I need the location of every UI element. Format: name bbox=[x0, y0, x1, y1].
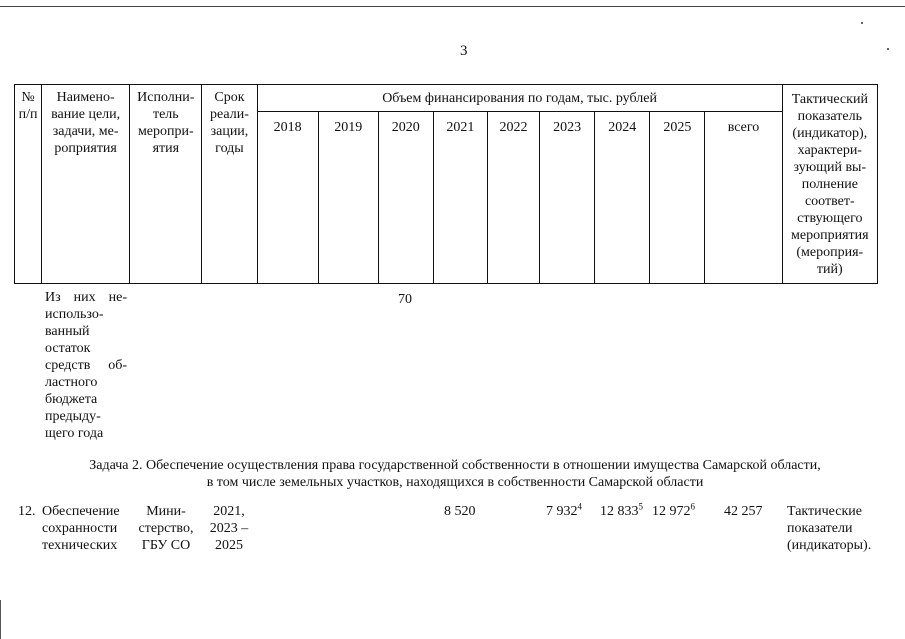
unused-balance-value-2020: 70 bbox=[398, 292, 412, 307]
row12-value-2024-number: 12 833 bbox=[600, 504, 639, 519]
header-col-term: Срок реали-зации, годы bbox=[202, 85, 257, 284]
header-col-total: всего bbox=[705, 112, 782, 284]
footnote-ref-6: 6 bbox=[690, 501, 695, 512]
row12-value-2023 bbox=[546, 503, 582, 520]
financing-table-header bbox=[14, 84, 878, 284]
row12-total: 42 257 bbox=[724, 504, 763, 519]
row12-indicator-line: (индикаторы). bbox=[787, 538, 872, 553]
row12-value-2021: 8 520 bbox=[444, 504, 476, 519]
scan-speck bbox=[887, 48, 889, 50]
header-year-2021: 2021 bbox=[433, 112, 487, 284]
header-year-2022: 2022 bbox=[487, 112, 539, 284]
header-year-2024: 2024 bbox=[595, 112, 650, 284]
row12-value-2023-number: 7 932 bbox=[546, 504, 578, 519]
unused-balance-label: Из них не-использо-ванный остаток средств об-ластного бюджета предыду-щего года bbox=[45, 290, 127, 441]
row12-value-2024 bbox=[600, 503, 643, 520]
header-col-financing: Объем финансирования по годам, тыс. рублей bbox=[257, 85, 782, 112]
task2-line2: в том числе земельных участков, находящихся в собственности Самарской области bbox=[206, 475, 704, 490]
row12-value-2025-number: 12 972 bbox=[652, 504, 691, 519]
row12-indicator-line: Тактические bbox=[787, 504, 862, 519]
row12-indicator-line: показатели bbox=[787, 521, 853, 536]
header-col-indicator: Тактический показатель (индикатор), характери-зующий вы-полнение соответ-ствующего мероприятия (мероприя-тий) bbox=[782, 85, 877, 284]
row12-indicator bbox=[787, 503, 879, 554]
header-year-2019: 2019 bbox=[318, 112, 378, 284]
footnote-ref-4: 4 bbox=[577, 501, 582, 512]
header-year-2025: 2025 bbox=[650, 112, 705, 284]
header-year-2018: 2018 bbox=[257, 112, 318, 284]
task2-heading bbox=[40, 457, 870, 491]
scan-speck bbox=[861, 22, 863, 24]
row12-executor bbox=[132, 503, 200, 554]
header-year-2023: 2023 bbox=[540, 112, 595, 284]
header-year-2020: 2020 bbox=[378, 112, 433, 284]
header-col-num: № п/п bbox=[15, 85, 42, 284]
row12-name bbox=[42, 503, 130, 554]
header-col-executor: Исполни-тель меропри-ятия bbox=[130, 85, 202, 284]
footnote-ref-5: 5 bbox=[638, 501, 643, 512]
task2-line1: Задача 2. Обеспечение осуществления права государственной собственности в отношении имущества Самарской области, bbox=[89, 458, 821, 473]
scan-edge-line-left bbox=[0, 600, 1, 639]
scan-edge-line bbox=[0, 6, 905, 7]
row12-executor-line: ГБУ СО bbox=[141, 538, 191, 553]
page-number: 3 bbox=[460, 43, 468, 59]
row12-term bbox=[203, 503, 255, 554]
header-col-name: Наимено-вание цели, задачи, ме-роприятия bbox=[42, 85, 130, 284]
row12-name-line: технических bbox=[42, 538, 118, 553]
row12-executor-line: Мини- bbox=[146, 504, 186, 519]
row12-number: 12. bbox=[18, 504, 36, 519]
row12-name-line: сохранности bbox=[42, 521, 118, 536]
row12-executor-line: стерство, bbox=[138, 521, 194, 536]
row12-term-line: 2025 bbox=[215, 538, 243, 553]
row12-value-2025 bbox=[652, 503, 695, 520]
row12-name-line: Обеспечение bbox=[42, 504, 120, 519]
row12-term-line: 2021, bbox=[213, 504, 245, 519]
row12-term-line: 2023 – bbox=[209, 521, 249, 536]
